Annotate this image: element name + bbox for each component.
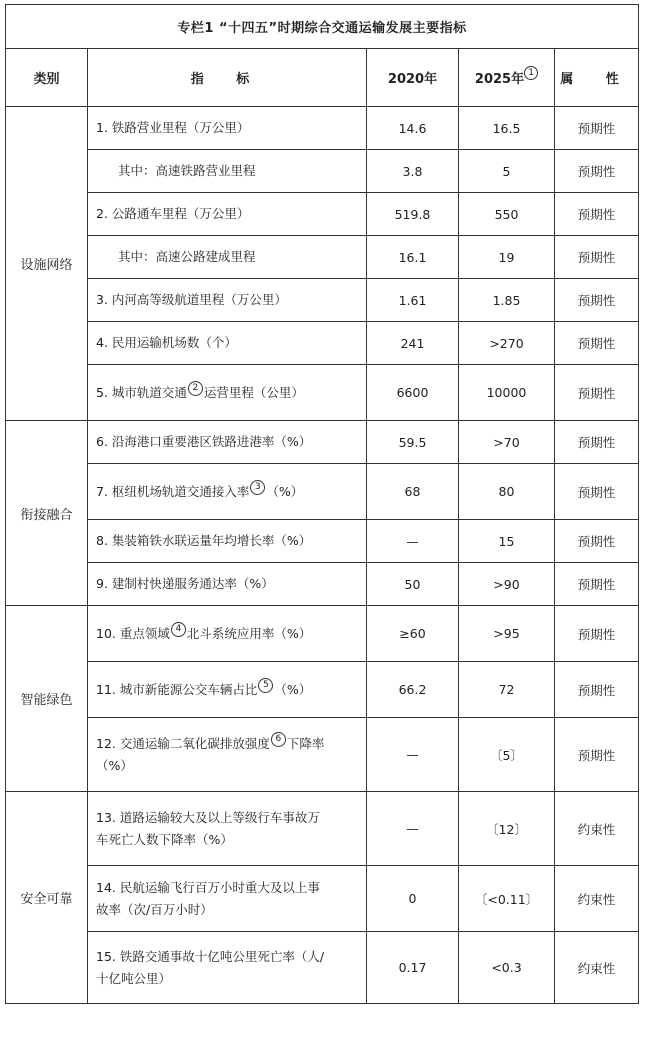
indicator-cell: 10. 重点领域 4 北斗系统应用率（%） (88, 606, 367, 662)
attribute-cell: 预期性 (555, 421, 639, 464)
header-indicator: 指 标 (88, 49, 367, 107)
table-row (6, 520, 639, 563)
table-row (6, 563, 639, 606)
indicator-cell: 15. 铁路交通事故十亿吨公里死亡率（人/ 十亿吨公里） (88, 932, 367, 1004)
attribute-cell: 约束性 (555, 866, 639, 932)
attribute-cell: 预期性 (555, 279, 639, 322)
attribute-cell: 预期性 (555, 662, 639, 718)
footnote-marker: 2 (188, 381, 203, 396)
indicator-cell: 1. 铁路营业里程（万公里） (88, 107, 367, 150)
value-2025: 10000 (459, 365, 555, 421)
category-smart-green: 智能绿色 (6, 606, 88, 792)
value-2025: >90 (459, 563, 555, 606)
value-2020: 1.61 (367, 279, 459, 322)
table-row (6, 421, 639, 464)
table-row (6, 150, 639, 193)
value-2020: ≥60 (367, 606, 459, 662)
table-row (6, 866, 639, 932)
value-2025: 〔<0.11〕 (459, 866, 555, 932)
indicator-cell: 其中：高速铁路营业里程 (88, 150, 367, 193)
value-2020: 3.8 (367, 150, 459, 193)
table-row (6, 236, 639, 279)
footnote-marker: 5 (258, 678, 273, 693)
attribute-cell: 预期性 (555, 322, 639, 365)
attribute-cell: 预期性 (555, 718, 639, 792)
value-2020: 6600 (367, 365, 459, 421)
value-2025: >70 (459, 421, 555, 464)
table-title: 专栏1 “十四五”时期综合交通运输发展主要指标 (6, 5, 639, 49)
table-row (6, 464, 639, 520)
attribute-cell: 预期性 (555, 365, 639, 421)
value-2020: 68 (367, 464, 459, 520)
value-2025: 〔12〕 (459, 792, 555, 866)
value-2025: <0.3 (459, 932, 555, 1004)
attribute-cell: 预期性 (555, 563, 639, 606)
value-2020: 0 (367, 866, 459, 932)
category-safety: 安全可靠 (6, 792, 88, 1004)
value-2020: 241 (367, 322, 459, 365)
value-2020: — (367, 792, 459, 866)
indicator-cell: 2. 公路通车里程（万公里） (88, 193, 367, 236)
value-2025: 550 (459, 193, 555, 236)
table-row (6, 718, 639, 792)
value-2025: 19 (459, 236, 555, 279)
value-2025: 72 (459, 662, 555, 718)
value-2020: 14.6 (367, 107, 459, 150)
attribute-cell: 约束性 (555, 792, 639, 866)
table-row (6, 792, 639, 866)
header-2020: 2020年 (367, 49, 459, 107)
category-facilities: 设施网络 (6, 107, 88, 421)
value-2025: 15 (459, 520, 555, 563)
attribute-cell: 预期性 (555, 464, 639, 520)
value-2020: 50 (367, 563, 459, 606)
value-2025: >270 (459, 322, 555, 365)
value-2025: 1.85 (459, 279, 555, 322)
indicator-cell: 13. 道路运输较大及以上等级行车事故万 车死亡人数下降率（%） (88, 792, 367, 866)
table-header-row (6, 49, 639, 107)
header-2025: 2025年 1 (459, 49, 555, 107)
indicator-cell: 6. 沿海港口重要港区铁路进港率（%） (88, 421, 367, 464)
value-2020: 66.2 (367, 662, 459, 718)
attribute-cell: 预期性 (555, 193, 639, 236)
header-attribute: 属 性 (555, 49, 639, 107)
attribute-cell: 预期性 (555, 236, 639, 279)
indicator-cell: 8. 集装箱铁水联运量年均增长率（%） (88, 520, 367, 563)
attribute-cell: 预期性 (555, 107, 639, 150)
indicator-cell: 14. 民航运输飞行百万小时重大及以上事 故率（次/百万小时） (88, 866, 367, 932)
table-row (6, 365, 639, 421)
value-2020: 16.1 (367, 236, 459, 279)
table-row (6, 193, 639, 236)
indicator-cell: 11. 城市新能源公交车辆占比 5 （%） (88, 662, 367, 718)
indicator-cell: 9. 建制村快递服务通达率（%） (88, 563, 367, 606)
attribute-cell: 预期性 (555, 606, 639, 662)
value-2020: 59.5 (367, 421, 459, 464)
indicator-cell: 7. 枢纽机场轨道交通接入率 3 （%） (88, 464, 367, 520)
indicator-cell: 12. 交通运输二氧化碳排放强度 6 下降率 （%） (88, 718, 367, 792)
table-row (6, 322, 639, 365)
footnote-marker: 3 (250, 480, 265, 495)
table-row (6, 932, 639, 1004)
table-row (6, 606, 639, 662)
value-2020: — (367, 718, 459, 792)
attribute-cell: 约束性 (555, 932, 639, 1004)
indicator-table (5, 4, 639, 1004)
footnote-marker: 4 (171, 622, 186, 637)
value-2025: >95 (459, 606, 555, 662)
footnote-marker: 1 (524, 66, 538, 80)
category-integration: 衔接融合 (6, 421, 88, 606)
value-2025: 16.5 (459, 107, 555, 150)
table-row (6, 279, 639, 322)
value-2020: 0.17 (367, 932, 459, 1004)
table-row (6, 662, 639, 718)
value-2025: 〔5〕 (459, 718, 555, 792)
value-2020: — (367, 520, 459, 563)
attribute-cell: 预期性 (555, 150, 639, 193)
attribute-cell: 预期性 (555, 520, 639, 563)
table-row (6, 107, 639, 150)
indicator-cell: 3. 内河高等级航道里程（万公里） (88, 279, 367, 322)
value-2020: 519.8 (367, 193, 459, 236)
indicator-table-container (5, 4, 638, 1004)
indicator-cell: 4. 民用运输机场数（个） (88, 322, 367, 365)
indicator-cell: 其中：高速公路建成里程 (88, 236, 367, 279)
header-category: 类别 (6, 49, 88, 107)
footnote-marker: 6 (271, 732, 286, 747)
value-2025: 80 (459, 464, 555, 520)
indicator-cell: 5. 城市轨道交通 2 运营里程（公里） (88, 365, 367, 421)
value-2025: 5 (459, 150, 555, 193)
